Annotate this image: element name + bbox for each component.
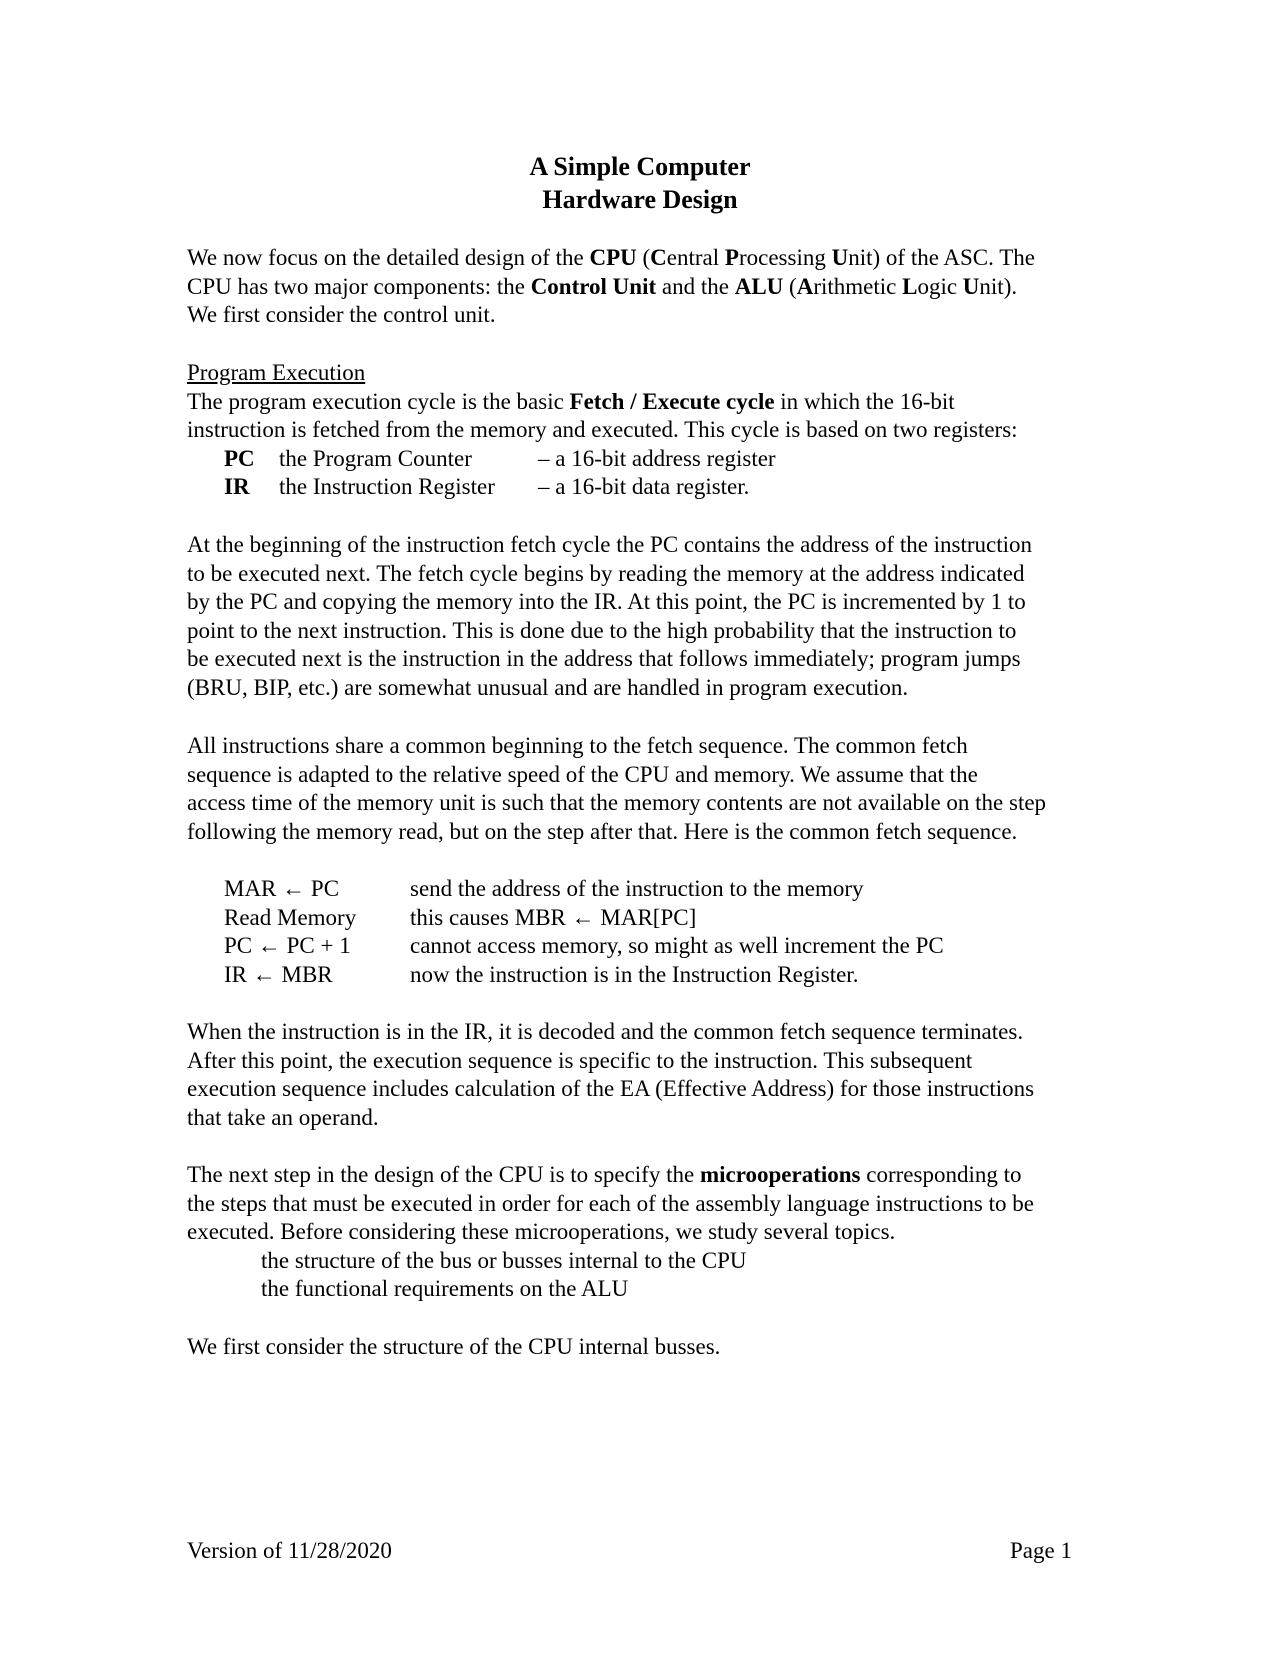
fetch-sequence-table [187,875,1147,989]
intro-line-2: CPU has two major components: the Control Unit and the ALU (Arithmetic Logic Unit). [187,273,1018,299]
topic-item: the functional requirements on the ALU [261,1276,629,1302]
footer-page-number: Page 1 [1010,1538,1072,1563]
fetch-step-op: IR ← MBR [224,961,333,987]
next-step-line-3: executed. Before considering these microoperations, we study several topics. [187,1219,896,1245]
closing-paragraph [187,1333,1147,1362]
paragraph-line: When the instruction is in the IR, it is decoded and the common fetch sequence terminates. [187,1019,1024,1044]
footer-version: Version of 11/28/2020 [187,1538,392,1563]
fetch-step-note: cannot access memory, so might as well increment the PC [410,933,944,959]
program-execution-line-1: The program execution cycle is the basic Fetch / Execute cycle in which the 16-bit [187,388,955,414]
intro-paragraph [187,244,1147,330]
register-row-pc [187,445,1147,474]
paragraph-line: access time of the memory unit is such that the memory contents are not available on the step [187,790,1047,816]
paragraph-line: that take an operand. [187,1104,379,1130]
intro-line-1: We now focus on the detailed design of the CPU (Central Processing Unit) of the ASC. The [187,245,1035,270]
fetch-step-op: PC ← PC + 1 [224,933,351,959]
paragraph-line: sequence is adapted to the relative speed of the CPU and memory. We assume that the [187,761,978,787]
next-step-line-1: The next step in the design of the CPU is to specify the microoperations corresponding to [187,1162,1022,1187]
register-name: the Instruction Register [279,474,495,500]
paragraph-line: following the memory read, but on the step after that. Here is the common fetch sequence. [187,818,1018,844]
decode-paragraph [187,1018,1147,1132]
register-desc: – a 16-bit address register [538,445,776,471]
fetch-step-op: Read Memory [224,904,357,930]
program-execution-line-2: instruction is fetched from the memory and executed. This cycle is based on two registers: [187,417,1018,443]
paragraph-line: to be executed next. The fetch cycle begins by reading the memory at the address indicated [187,560,1025,586]
page-title [0,150,1280,216]
register-name: the Program Counter [279,445,472,471]
program-execution-section [187,359,1147,502]
register-abbr: PC [224,445,255,471]
intro-line-3: We first consider the control unit. [187,302,496,328]
paragraph-line: At the beginning of the instruction fetch cycle the PC contains the address of the instruction [187,532,1033,557]
fetch-step-op: MAR ← PC [224,876,340,901]
next-step-line-2: the steps that must be executed in order for each of the assembly language instructions to be [187,1190,1034,1216]
fetch-step [187,904,1147,933]
paragraph-line: (BRU, BIP, etc.) are somewhat unusual and are handled in program execution. [187,674,909,700]
fetch-step [187,961,1147,990]
register-desc: – a 16-bit data register. [538,474,750,500]
fetch-step [187,932,1147,961]
paragraph-line: All instructions share a common beginning to the fetch sequence. The common fetch [187,733,968,758]
fetch-cycle-paragraph [187,531,1147,703]
closing-line: We first consider the structure of the CPU internal busses. [187,1334,721,1359]
next-step-paragraph [187,1161,1147,1304]
paragraph-line: by the PC and copying the memory into the IR. At this point, the PC is incremented by 1 to [187,589,1026,615]
register-row-ir [187,473,1147,502]
register-abbr: IR [224,474,250,500]
fetch-step-note: send the address of the instruction to the memory [410,876,864,901]
topic-item: the structure of the bus or busses internal to the CPU [261,1247,747,1273]
common-fetch-paragraph [187,732,1147,846]
paragraph-line: After this point, the execution sequence is specific to the instruction. This subsequent [187,1047,973,1073]
paragraph-line: point to the next instruction. This is done due to the high probability that the instruction to [187,617,1017,643]
fetch-step-note: this causes MBR ← MAR[PC] [410,904,697,930]
title-line-1: A Simple Computer [529,152,751,181]
paragraph-line: be executed next is the instruction in the address that follows immediately; program jumps [187,646,1021,672]
title-line-2: Hardware Design [542,185,738,214]
fetch-step-note: now the instruction is in the Instruction Register. [410,961,859,987]
fetch-step [187,875,1147,904]
section-heading: Program Execution [187,360,366,385]
paragraph-line: execution sequence includes calculation of the EA (Effective Address) for those instructions [187,1076,1035,1102]
